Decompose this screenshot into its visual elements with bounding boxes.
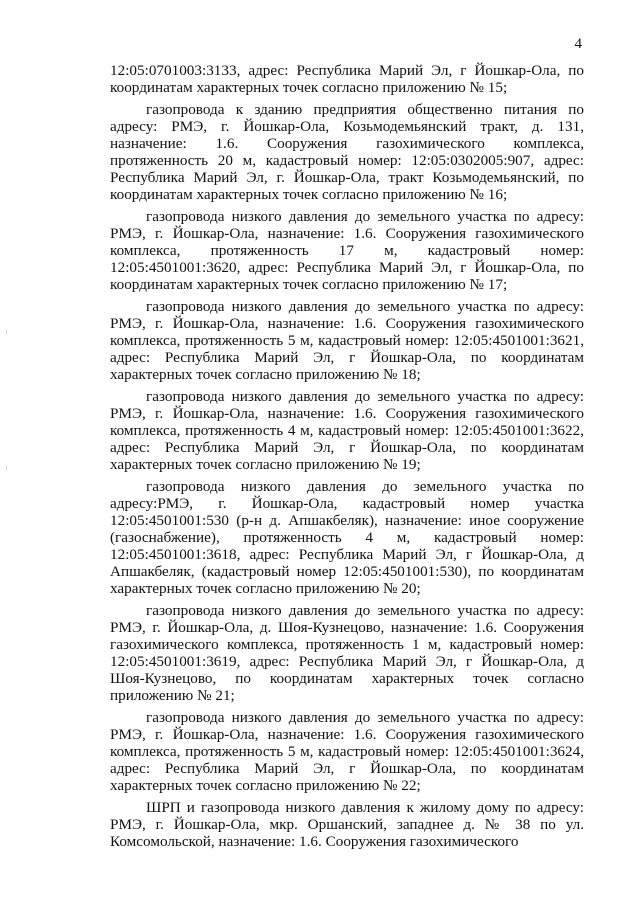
paragraph: газопровода низкого давления до земельного участка по адресу:РМЭ, г. Йошкар-Ола, кадастровый номер участка 12:05:4501001:530 (р-н д. Апшакбеляк), назначение: иное сооружение (газоснабжение), протяженность 4 м, кадастровый номер: 12:05:4501001:3618, адрес: Республика Марий Эл, г Йошкар-Ола, д Апшакбеляк, (кадастровый номер 12:05:4501001:530), по координатам характерных точек согласно приложению № 20; xyxy=(110,478,584,597)
scan-edge-mark xyxy=(6,330,7,334)
body-text xyxy=(110,62,584,855)
paragraph: газопровода низкого давления до земельного участка по адресу: РМЭ, г. Йошкар-Ола, назначение: 1.6. Сооружения газохимического комплекса, протяженность 4 м, кадастровый номер: 12:05:4501001:3622, адрес: Республика Марий Эл, г Йошкар-Ола, по координатам характерных точек согласно приложению № 19; xyxy=(110,388,584,473)
scan-edge-mark xyxy=(6,466,7,470)
paragraph: ШРП и газопровода низкого давления к жилому дому по адресу: РМЭ, г. Йошкар-Ола, мкр. Оршанский, западнее д. № 38 по ул. Комсомольской, назначение: 1.6. Сооружения газохимического xyxy=(110,799,584,850)
paragraph: газопровода к зданию предприятия общественно питания по адресу: РМЭ, г. Йошкар-Ола, Козьмодемьянский тракт, д. 131, назначение: 1.6. Сооружения газохимического комплекса, протяженность 20 м, кадастровый номер: 12:05:0302005:907, адрес: Республика Марий Эл, г. Йошкар-Ола, тракт Козьмодемьянский, по координатам характерных точек согласно приложению № 16; xyxy=(110,101,584,203)
page-number: 4 xyxy=(574,36,582,52)
paragraph: 12:05:0701003:3133, адрес: Республика Марий Эл, г Йошкар-Ола, по координатам характерных точек согласно приложению № 15; xyxy=(110,62,584,96)
paragraph: газопровода низкого давления до земельного участка по адресу: РМЭ, г. Йошкар-Ола, назначение: 1.6. Сооружения газохимического комплекса, протяженность 5 м, кадастровый номер: 12:05:4501001:3621, адрес: Республика Марий Эл, г Йошкар-Ола, по координатам характерных точек согласно приложению № 18; xyxy=(110,298,584,383)
paragraph: газопровода низкого давления до земельного участка по адресу: РМЭ, г. Йошкар-Ола, д. Шоя-Кузнецово, назначение: 1.6. Сооружения газохимического комплекса, протяженность 1 м, кадастровый номер: 12:05:4501001:3619, адрес: Республика Марий Эл, г Йошкар-Ола, д Шоя-Кузнецово, по координатам характерных точек согласно приложению № 21; xyxy=(110,602,584,704)
paragraph: газопровода низкого давления до земельного участка по адресу: РМЭ, г. Йошкар-Ола, назначение: 1.6. Сооружения газохимического комплекса, протяженность 17 м, кадастровый номер: 12:05:4501001:3620, адрес: Республика Марий Эл, г Йошкар-Ола, по координатам характерных точек согласно приложению № 17; xyxy=(110,208,584,293)
paragraph: газопровода низкого давления до земельного участка по адресу: РМЭ, г. Йошкар-Ола, назначение: 1.6. Сооружения газохимического комплекса, протяженность 5 м, кадастровый номер: 12:05:4501001:3624, адрес: Республика Марий Эл, г Йошкар-Ола, по координатам характерных точек согласно приложению № 22; xyxy=(110,709,584,794)
